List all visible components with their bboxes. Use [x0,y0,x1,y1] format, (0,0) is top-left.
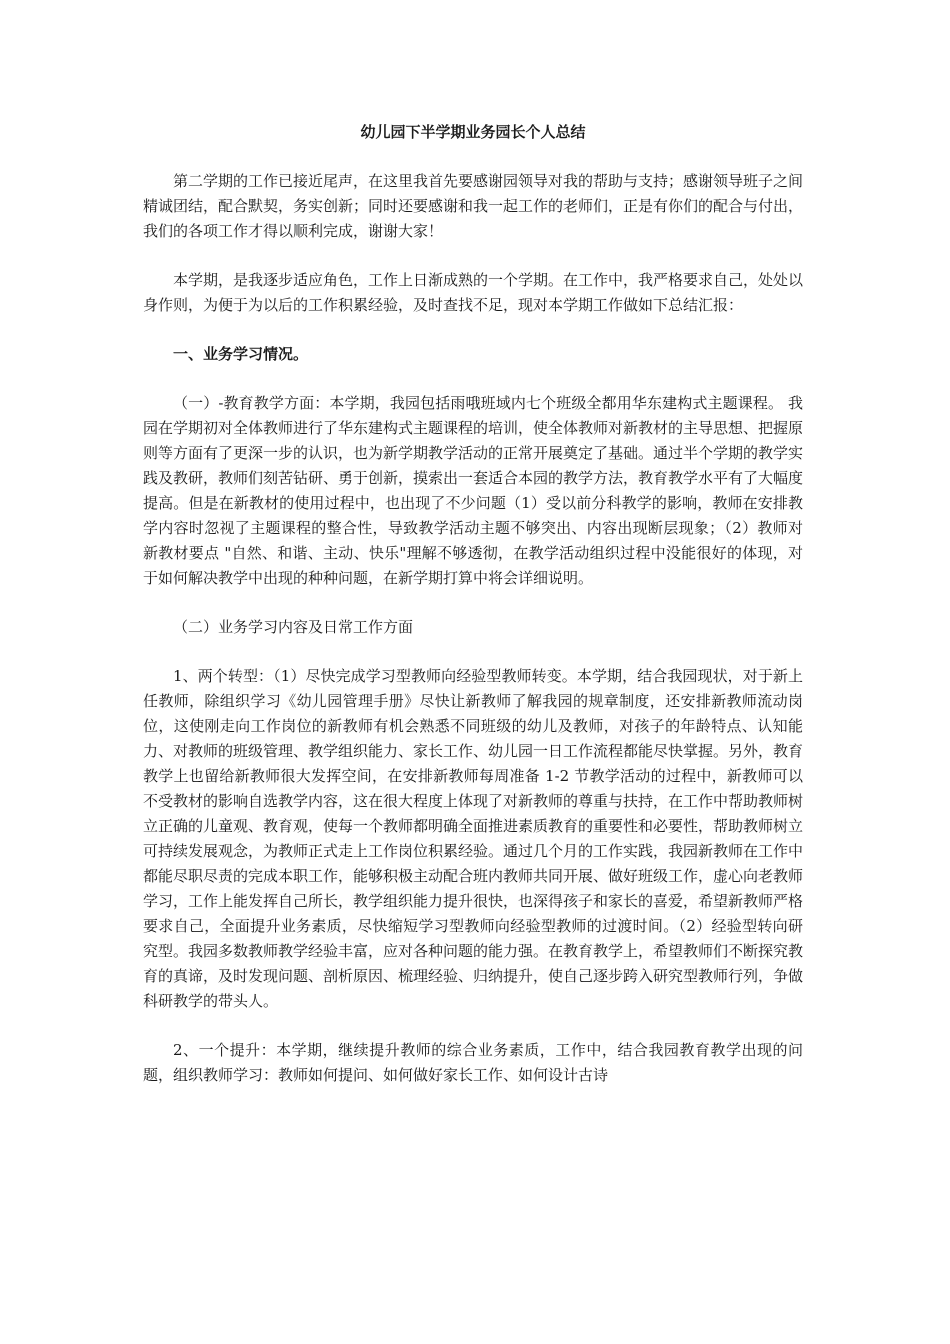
section-heading-business-study: 一、业务学习情况。 [173,345,309,363]
document-title: 幼儿园下半学期业务园长个人总结 [360,123,586,141]
document-body [143,120,803,1088]
subsection-heading-daily-work: （二）业务学习内容及日常工作方面 [173,618,414,636]
one-improvement-paragraph: 2、一个提升：本学期，继续提升教师的综合业务素质，工作中，结合我园教育教学出现的问题，组织教师学习：教师如何提问、如何做好家长工作、如何设计古诗 [143,1041,803,1084]
teaching-paragraph: （一）-教育教学方面：本学期，我园包括雨哦班域内七个班级全都用华东建构式主题课程。 我园在学期初对全体教师进行了华东建构式主题课程的培训，使全体教师对新教材的主导思想、把握原则等方面有了更深一步的认识，也为新学期教学活动的正常开展奠定了基础。通过半个学期的教学实践及教研，教师们刻苦钻研、勇于创新，摸索出一套适合本园的教学方法，教育教学水平有了大幅度提高。但是在新教材的使用过程中，也出现了不少问题（1）受以前分科教学的影响，教师在安排教学内容时忽视了主题课程的整合性，导致教学活动主题不够突出、内容出现断层现象；（2）教师对新教材要点 "自然、和谐、主动、快乐"理解不够透彻，在教学活动组织过程中没能很好的体现，对于如何解决教学中出现的种种问题，在新学期打算中将会详细说明。 [143,394,804,587]
overview-paragraph: 本学期，是我逐步适应角色，工作上日渐成熟的一个学期。在工作中，我严格要求自己，处处以身作则，为便于为以后的工作积累经验，及时查找不足，现对本学期工作做如下总结汇报： [143,271,804,314]
two-transitions-paragraph: 1、两个转型：（1）尽快完成学习型教师向经验型教师转变。本学期，结合我园现状，对于新上任教师，除组织学习《幼儿园管理手册》尽快让新教师了解我园的规章制度，还安排新教师流动岗位，这使刚走向工作岗位的新教师有机会熟悉不同班级的幼儿及教师，对孩子的年龄特点、认知能力、对教师的班级管理、教学组织能力、家长工作、幼儿园一日工作流程都能尽快掌握。另外，教育教学上也留给新教师很大发挥空间，在安排新教师每周准备 1-2 节教学活动的过程中，新教师可以不受教材的影响自选教学内容，这在很大程度上体现了对新教师的尊重与扶持，在工作中帮助教师树立正确的儿童观、教育观，使每一个教师都明确全面推进素质教育的重要性和必要性，帮助教师树立可持续发展观念，为教师正式走上工作岗位积累经验。通过几个月的工作实践，我园新教师在工作中都能尽职尽责的完成本职工作，能够积极主动配合班内教师共同开展、做好班级工作，虚心向老教师学习，工作上能发挥自己所长，教学组织能力提升很快，也深得孩子和家长的喜爱，希望新教师严格要求自己，全面提升业务素质，尽快缩短学习型教师向经验型教师的过渡时间。（2）经验型转向研究型。我园多数教师教学经验丰富，应对各种问题的能力强。在教育教学上，希望教师们不断探究教育的真谛，及时发现问题、剖析原因、梳理经验、归纳提升，使自己逐步跨入研究型教师行列，争做科研教学的带头人。 [143,667,804,1010]
intro-paragraph: 第二学期的工作已接近尾声，在这里我首先要感谢园领导对我的帮助与支持；感谢领导班子之间精诚团结，配合默契，务实创新；同时还要感谢和我一起工作的老师们，正是有你们的配合与付出，我们的各项工作才得以顺利完成，谢谢大家！ [143,172,804,240]
